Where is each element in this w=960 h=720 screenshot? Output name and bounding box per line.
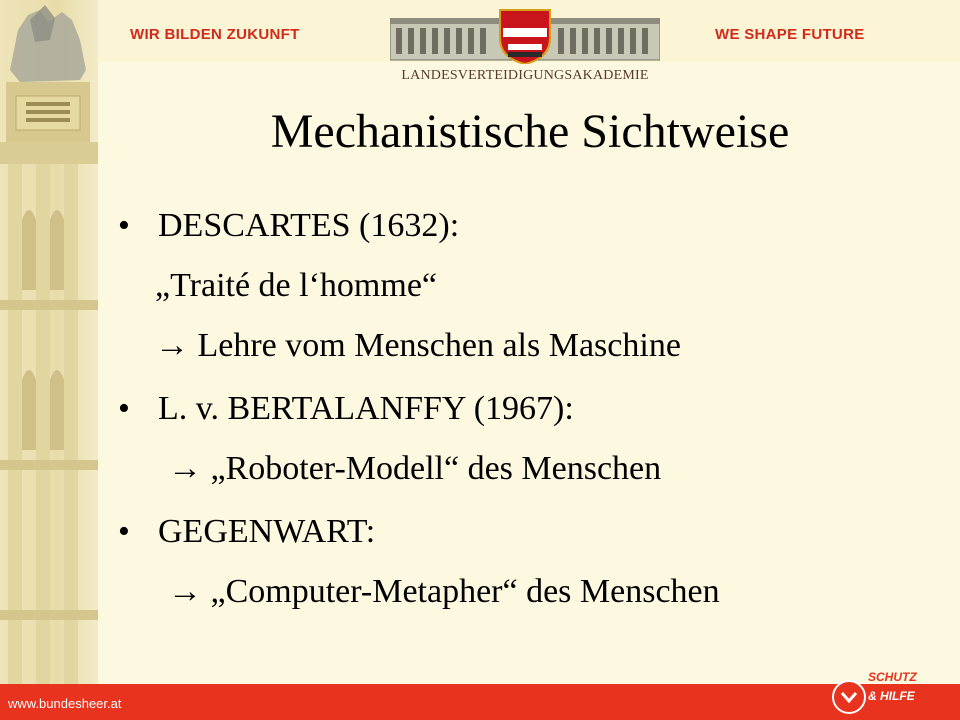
text-lehre-maschine: → Lehre vom Menschen als Maschine: [155, 327, 681, 364]
badge-line-hilfe: & HILFE: [868, 689, 915, 703]
chevron-down-icon: [832, 680, 866, 714]
text-traite: „Traité de l‘homme“: [155, 267, 437, 304]
slide-title: Mechanistische Sichtweise: [270, 105, 790, 158]
sidebar-decoration: [0, 0, 98, 684]
text-computer-metapher: → „Computer-Metapher“ des Menschen: [168, 573, 720, 610]
academy-name: LANDESVERTEIDIGUNGSAKADEMIE: [401, 68, 649, 83]
academy-logo: [390, 8, 660, 64]
bullet-marker: •: [118, 390, 130, 427]
bullet-marker: •: [118, 207, 130, 244]
slogan-english: WE SHAPE FUTURE: [715, 26, 865, 43]
bullet-bertalanffy: L. v. BERTALANFFY (1967):: [158, 390, 574, 427]
text-roboter-modell: → „Roboter-Modell“ des Menschen: [168, 450, 662, 487]
bullet-marker: •: [118, 513, 130, 550]
footer-bar: [0, 684, 960, 720]
monument-illustration: [0, 0, 98, 684]
badge-text: [868, 670, 917, 704]
schutz-hilfe-badge: [832, 666, 952, 716]
slogan-german: WIR BILDEN ZUKUNFT: [130, 26, 300, 43]
badge-line-schutz: SCHUTZ: [868, 670, 917, 684]
website-url[interactable]: www.bundesheer.at: [8, 696, 122, 711]
bullet-gegenwart: GEGENWART:: [158, 513, 376, 550]
bullet-descartes: DESCARTES (1632):: [158, 207, 460, 244]
